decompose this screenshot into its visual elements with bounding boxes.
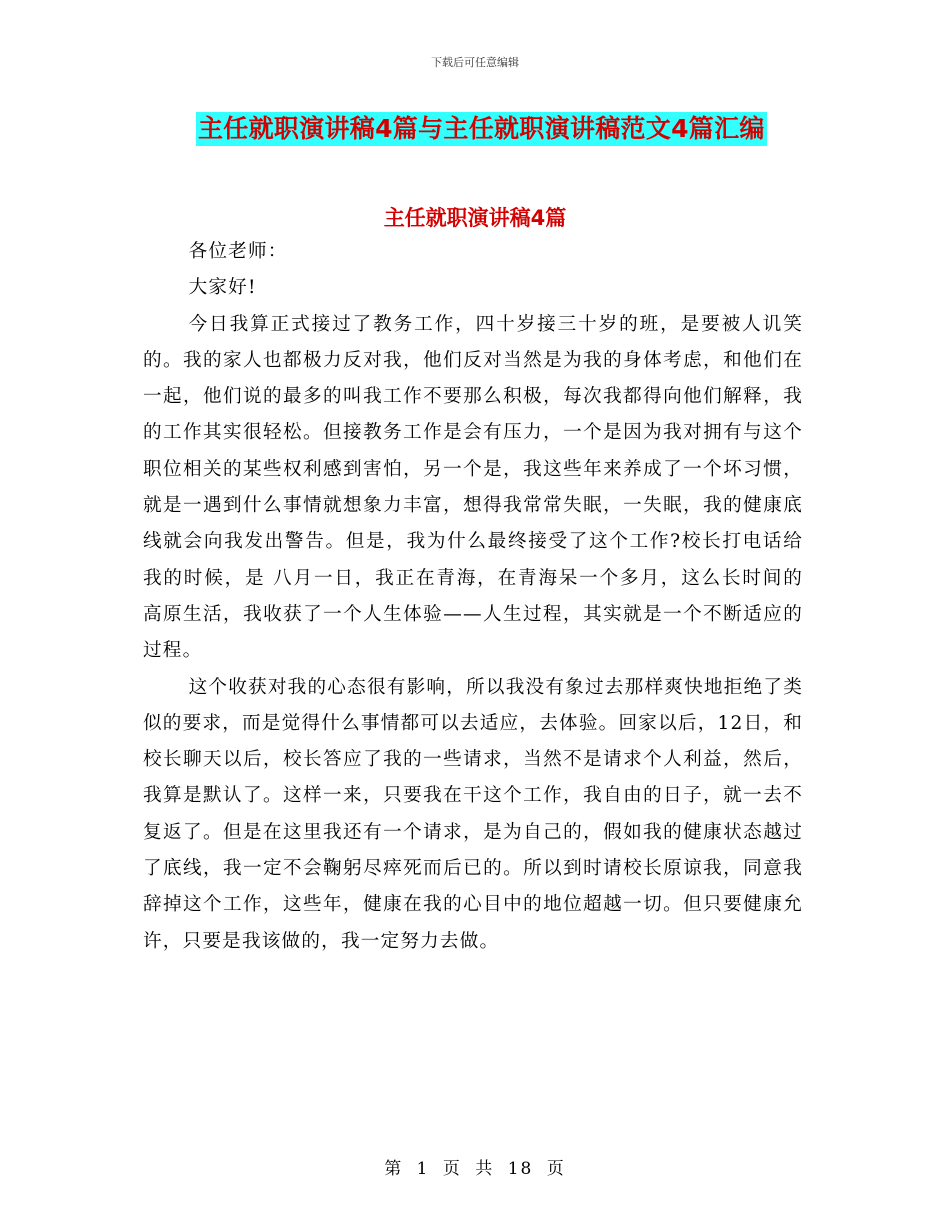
body-paragraph: 这个收获对我的心态很有影响，所以我没有象过去那样爽快地拒绝了类似的要求，而是觉得什么事情都可以去适应，去体验。回家以后，12日，和校长聊天以后，校长答应了我的一些请求，当然不是请求个人利益，然后，我算是默认了。这样一来，只要我在干这个工作，我自由的日子，就一去不复返了。但是在这里我还有一个请求，是为自己的，假如我的健康状态越过了底线，我一定不会鞠躬尽瘁死而后已的。所以到时请校长原谅我，同意我辞掉这个工作，这些年，健康在我的心目中的地位超越一切。但只要健康允许，只要是我该做的，我一定努力去做。 (143, 676, 803, 952)
salutation: 各位老师： (188, 241, 288, 262)
body-paragraph: 今日我算正式接过了教务工作，四十岁接三十岁的班，是要被人讥笑的。我的家人也都极力反对我，他们反对当然是为我的身体考虑，和他们在一起，他们说的最多的叫我工作不要那么积极，每次我都得向他们解释，我的工作其实很轻松。但接教务工作是会有压力，一个是因为我对拥有与这个职位相关的某些权利感到害怕，另一个是，我这些年来养成了一个坏习惯，就是一遇到什么事情就想象力丰富，想得我常常失眠，一失眠，我的健康底线就会向我发出警告。但是，我为什么最终接受了这个工作?校长打电话给我的时候，是 八月一日，我正在青海，在青海呆一个多月，这么长时间的高原生活，我收获了一个人生体验——人生过程，其实就是一个不断适应的过程。 (143, 313, 803, 662)
greeting: 大家好! (188, 277, 257, 299)
document-main-title: 主任就职演讲稿4篇与主任就职演讲稿范文4篇汇编 (196, 112, 767, 146)
page-number-footer: 第 1 页 共 18 页 (384, 1159, 566, 1179)
document-body (143, 222, 803, 960)
section-title: 主任就职演讲稿4篇 (383, 206, 567, 230)
page-header-note: 下载后可任意编辑 (431, 56, 519, 69)
